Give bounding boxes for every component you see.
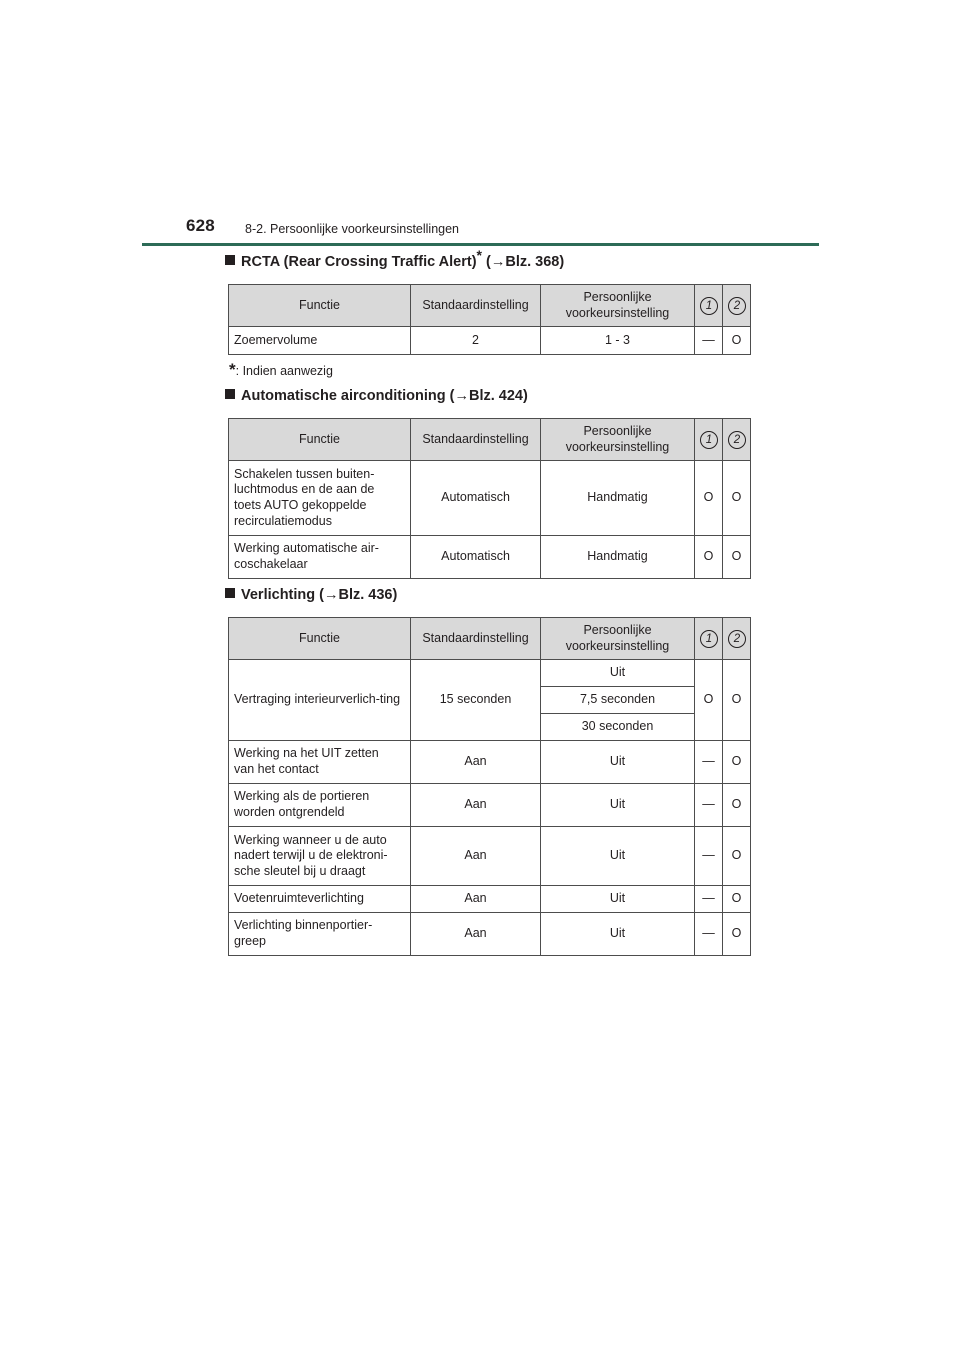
table-row [229,913,751,956]
header-function: Functie [229,618,411,660]
table-row [229,741,751,784]
header-method-2 [723,618,751,660]
asterisk-mark: * [476,247,482,264]
square-bullet-icon [225,389,235,399]
header-personal: Persoonlijke voorkeursinstelling [541,618,695,660]
default-cell: Aan [411,784,541,827]
header-personal: Persoonlijke voorkeursinstelling [541,419,695,461]
section-heading-airco [225,388,528,404]
method-2-cell: O [723,660,751,741]
method-2-cell: O [723,536,751,579]
footnote-text: : Indien aanwezig [235,364,333,378]
table-row [229,784,751,827]
circled-2-icon: 2 [728,630,746,648]
square-bullet-icon [225,255,235,265]
function-cell: Werking als de portieren worden ontgrendeld [229,784,411,827]
method-1-cell: — [695,886,723,913]
method-1-cell: O [695,660,723,741]
rcta-table [228,284,751,355]
page-reference: (→Blz. 424) [449,388,528,404]
default-cell: Aan [411,913,541,956]
method-2-cell: O [723,327,751,355]
table-header-row [229,618,751,660]
square-bullet-icon [225,588,235,598]
header-divider [142,243,819,246]
function-cell: Vertraging interieurverlich-ting [229,660,411,741]
method-1-cell: — [695,741,723,784]
personal-cell: Uit [541,827,695,886]
method-2-cell: O [723,827,751,886]
personal-option-cell: 7,5 seconden [541,687,695,714]
table-row [229,327,751,355]
header-personal: Persoonlijke voorkeursinstelling [541,285,695,327]
table-header-row [229,419,751,461]
default-cell: Aan [411,827,541,886]
function-cell: Werking na het UIT zetten van het contact [229,741,411,784]
header-method-2 [723,285,751,327]
default-cell: Aan [411,741,541,784]
default-cell: 2 [411,327,541,355]
default-cell: Automatisch [411,461,541,536]
circled-2-icon: 2 [728,431,746,449]
footnote [229,360,333,380]
personal-option-cell: 30 seconden [541,714,695,741]
table-header-row [229,285,751,327]
section-heading-rcta [225,247,565,270]
method-2-cell: O [723,741,751,784]
personal-cell: Uit [541,784,695,827]
chapter-title: 8-2. Persoonlijke voorkeursinstellingen [245,222,460,236]
lighting-table [228,617,751,956]
header-default: Standaardinstelling [411,419,541,461]
header-default: Standaardinstelling [411,285,541,327]
default-cell: Aan [411,886,541,913]
method-2-cell: O [723,886,751,913]
function-cell: Voetenruimteverlichting [229,886,411,913]
table-row [229,536,751,579]
footnote-asterisk: * [229,360,236,379]
table-row [229,461,751,536]
table-row [229,660,751,687]
personal-cell: Handmatig [541,536,695,579]
function-cell: Zoemervolume [229,327,411,355]
method-1-cell: — [695,327,723,355]
method-2-cell: O [723,461,751,536]
personal-cell: Handmatig [541,461,695,536]
section-title: Verlichting [241,587,316,603]
personal-cell: Uit [541,913,695,956]
header-method-2 [723,419,751,461]
circled-1-icon: 1 [700,630,718,648]
page-reference: (→Blz. 368) [486,254,565,270]
method-2-cell: O [723,913,751,956]
method-2-cell: O [723,784,751,827]
personal-cell: Uit [541,741,695,784]
section-title: RCTA (Rear Crossing Traffic Alert) [241,254,477,270]
header-method-1 [695,285,723,327]
circled-1-icon: 1 [700,431,718,449]
method-1-cell: O [695,461,723,536]
function-cell: Werking wanneer u de auto nadert terwijl u de elektroni-sche sleutel bij u draagt [229,827,411,886]
header-function: Functie [229,419,411,461]
table-row [229,827,751,886]
default-cell: 15 seconden [411,660,541,741]
circled-1-icon: 1 [700,297,718,315]
circled-2-icon: 2 [728,297,746,315]
personal-cell: Uit [541,886,695,913]
function-cell: Werking automatische air-coschakelaar [229,536,411,579]
method-1-cell: — [695,827,723,886]
section-heading-lighting [225,587,397,603]
table-row [229,886,751,913]
header-method-1 [695,419,723,461]
method-1-cell: O [695,536,723,579]
default-cell: Automatisch [411,536,541,579]
page-reference: (→Blz. 436) [319,587,398,603]
personal-option-cell: Uit [541,660,695,687]
header-function: Functie [229,285,411,327]
method-1-cell: — [695,784,723,827]
personal-cell: 1 - 3 [541,327,695,355]
page-number: 628 [186,216,215,235]
airco-table [228,418,751,579]
header-method-1 [695,618,723,660]
header-default: Standaardinstelling [411,618,541,660]
section-title: Automatische airconditioning [241,388,446,404]
method-1-cell: — [695,913,723,956]
function-cell: Schakelen tussen buiten-luchtmodus en de aan de toets AUTO gekoppelde recirculatiemodus [229,461,411,536]
function-cell: Verlichting binnenportier-greep [229,913,411,956]
